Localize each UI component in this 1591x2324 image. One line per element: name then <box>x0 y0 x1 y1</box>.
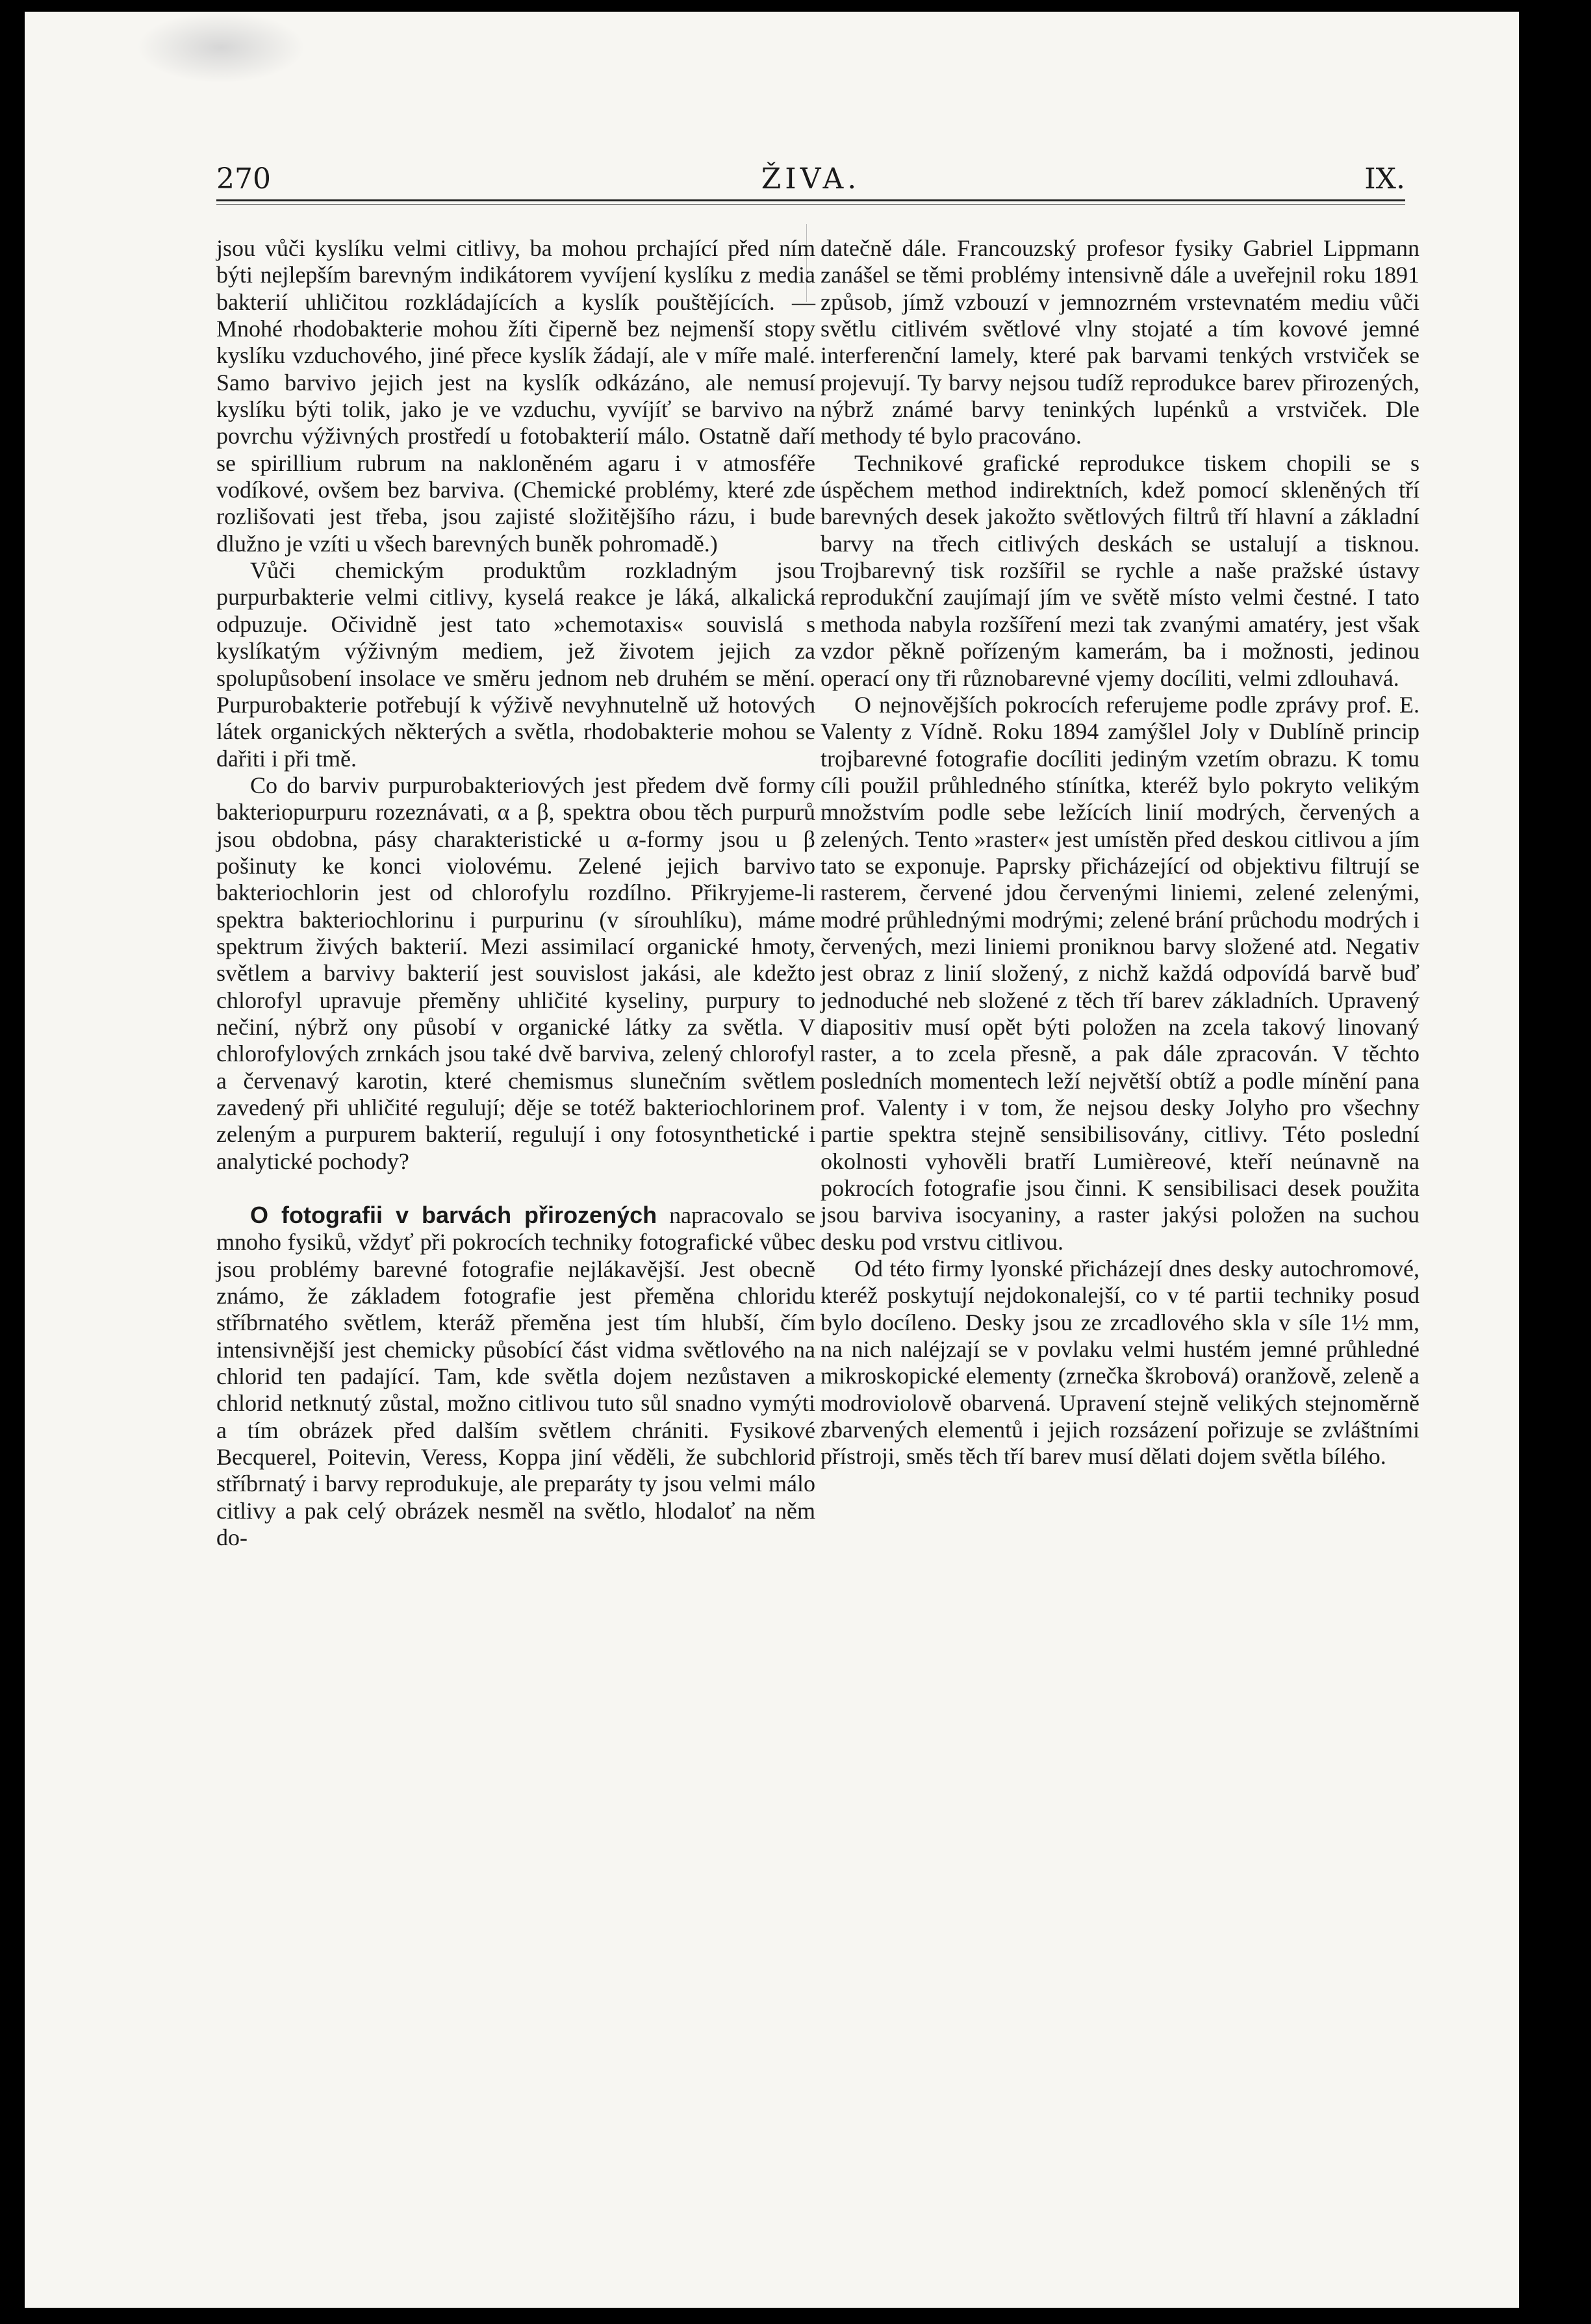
running-header <box>216 156 1405 201</box>
journal-title: ŽIVA. <box>761 162 861 196</box>
paragraph: datečně dále. Francouzský profesor fysiky Gabriel Lippmann zanášel se těmi problémy intensivně dále a uveřejnil roku 1891 způsob, jímž vzbouzí v jemnozrném vrstevnatém mediu vůči světlu citlivém světlové vlny stojaté a tím kovové jemné interferenční lamely, které pak barvami tenkých vrstviček se projevují. Ty barvy nejsou tudíž reprodukce barev přirozených, nýbrž známé barvy teninkých lupénků a vrstviček. Dle methody té bylo pracováno. <box>821 235 1419 449</box>
paragraph: Technikové grafické reprodukce tiskem chopili se s úspěchem method indirektních, kdež pomocí skleněných tří barevných desek jakožto světlových filtrů tří hlavní a základní barvy na třech citlivých deskách se ustalují a tisknou. Trojbarevný tisk rozšířil se rychle a naše pražské ústavy reprodukční zaujímají jím ve světě místo velmi čestné. I tato methoda nabyla rozšíření mezi tak zvanými amatéry, jest však vzdor pěkně pořízeným kamerám, ba i možnosti, jedinou operací ony tři různobarevné vjemy docíliti, velmi zdlouhavá. <box>821 449 1419 691</box>
paragraph: Vůči chemickým produktům rozkladným jsou purpurbakterie velmi citlivy, kyselá reakce je láká, alkalická odpuzuje. Očividně jest tato »chemotaxis« souvislá s kyslíkatým výživným mediem, jež životem jejich za spolupůsobení insolace ve směru jednom neb druhém se mění. Purpurobakterie potřebují k výživě nevyhnutelně už hotových látek organických některých a světla, rhodobakterie mohou se dařiti i při tmě. <box>216 557 815 772</box>
paragraph: jsou vůči kyslíku velmi citlivy, ba mohou prchající před ním býti nejlepším barevným indikátorem vyvíjení kyslíku z media bakterií uhličitou rozkládajících a kyslík pouštějících. — Mnohé rhodobakterie mohou žíti čiperně bez nejmenší stopy kyslíku vzduchového, jiné přece kyslík žádají, ale v míře malé. Samo barvivo jejich jest na kyslík odkázáno, ale nemusí kyslíku býti tolik, jako je ve vzduchu, vyvíjíť se barvivo na povrchu výživných prostředí u fotobakterií málo. Ostatně daří se spirillium rubrum na nakloněném agaru i v atmosféře vodíkové, ovšem bez barviva. (Chemické problémy, které zde rozlišovati jest třeba, jsou zajisté složitějšího rázu, i bude dlužno je vzíti u všech barevných buněk pohromadě.) <box>216 235 815 557</box>
section-heading: O fotografii v barvách přirozených <box>250 1202 657 1229</box>
paragraph: Od této firmy lyonské přicházejí dnes desky autochromové, kteréž poskytují nejdokonalejší, co v té partii techniky posud bylo docíleno. Desky jsou ze zrcadlového skla v síle 1½ mm, na nich naléjzají se v povlaku velmi hustém jemné průhledné mikroskopické elementy (zrnečka škrobová) oranžově, zeleně a modroviolově obarvená. Upravení stejně velikých stejnoměrně zbarvených elementů i jejich rozsázení pořizuje se zvláštními přístroji, směs těch tří barev musí dělati dojem světla bílého. <box>821 1256 1419 1470</box>
paragraph: Co do barviv purpurobakteriových jest předem dvě formy bakteriopurpuru rozeznávati, α a β, spektra obou těch purpurů jsou obdobna, pásy charakteristické u α-formy jsou u β pošinuty ke konci violovému. Zelené jejich barvivo bakteriochlorin jest od chlorofylu rozdílno. Přikryjeme-li spektra bakteriochlorinu i purpurinu (v sírouhlíku), máme spektrum živých bakterií. Mezi assimilací organické hmoty, světlem a barvivy bakterií jest souvislost jakási, ale kdežto chlorofyl upravuje přeměny uhličité kyseliny, purpury to nečiní, nýbrž ony působí v organické látky za světla. V chlorofylových zrnkách jsou také dvě barviva, zelený chlorofyl a červenavý karotin, které chemismus slunečním světlem zavedený při uhličité regulují; děje se totéž bakteriochlorinem zeleným a purpurem bakterií, regulují i ony fotosynthetické i analytické pochody? <box>216 772 815 1174</box>
paragraph: O nejnovějších pokrocích referujeme podle zprávy prof. E. Valenty z Vídně. Roku 1894 zamýšlel Joly v Dublíně princip trojbarevné fotografie docíliti jediným vzetím obrazu. K tomu cíli použil průhledného stínítka, kteréž bylo pokryto velikým množstvím podle sebe ležících linií modrých, červených a zelených. Tento »raster« jest umístěn před deskou citlivou a jím tato se exponuje. Paprsky přicházející od objektivu filtrují se rasterem, červené jdou červenými liniemi, zelené zelenými, modré průhlednými modrými; zelené brání průchodu modrých i červených, mezi liniemi proniknou barvy složené atd. Negativ jest obraz z linií složený, z nichž každá odpovídá barvě buď jednoduché neb složené z těch tří barev základních. Upravený diapositiv musí opět býti položen na zcela takový linovaný raster, a to zcela přesně, a pak dále zpracován. V těchto posledních momentech leží největší obtíž a podle mínění pana prof. Valenty i v tom, že nejsou desky Jolyho pro všechny partie spektra stejně sensibilisovány, citlivy. Této poslední okolnosti vyhověli bratří Lumièreové, kteří neúnavně na pokrocích fotografie jsou činni. K sensibilisaci desek použita jsou barviva isocyaniny, a raster jakýsi položen na suchou desku pod vrstvu citlivou. <box>821 691 1419 1255</box>
header-rule-thin <box>216 204 1405 205</box>
section-paragraph <box>216 1202 815 1551</box>
page-number: 270 <box>216 162 271 196</box>
section-text: napracovalo se mnoho fysiků, vždyť při pokrocích techniky fotografické vůbec jsou problémy barevné fotografie nejlákavější. Jest obecně známo, že základem fotografie jest přeměna chloridu stříbrnatého světlem, kteráž přeměna jest tím hlubší, čím intensivnější jest chemicky působící část vidma světlového na chlorid ten padající. Tam, kde světla dojem nezůstaven a chlorid netknutý zůstal, možno citlivou tuto sůl snadno vymýti a tím obrázek před dalším světlem chrániti. Fysikové Becquerel, Poitevin, Veress, Koppa jiní věděli, že subchlorid stříbrnatý i barvy reprodukuje, ale preparáty ty jsou velmi málo citlivy a pak celý obrázek nesměl na světlo, hlodaloť na něm do- <box>216 1202 815 1551</box>
scan-smudge <box>136 12 305 83</box>
right-column <box>821 235 1419 1471</box>
journal-page <box>198 146 1419 2290</box>
section-gap <box>216 1175 815 1202</box>
volume-number: IX. <box>1364 162 1405 196</box>
left-column <box>216 235 815 1552</box>
header-rule <box>216 199 1405 201</box>
